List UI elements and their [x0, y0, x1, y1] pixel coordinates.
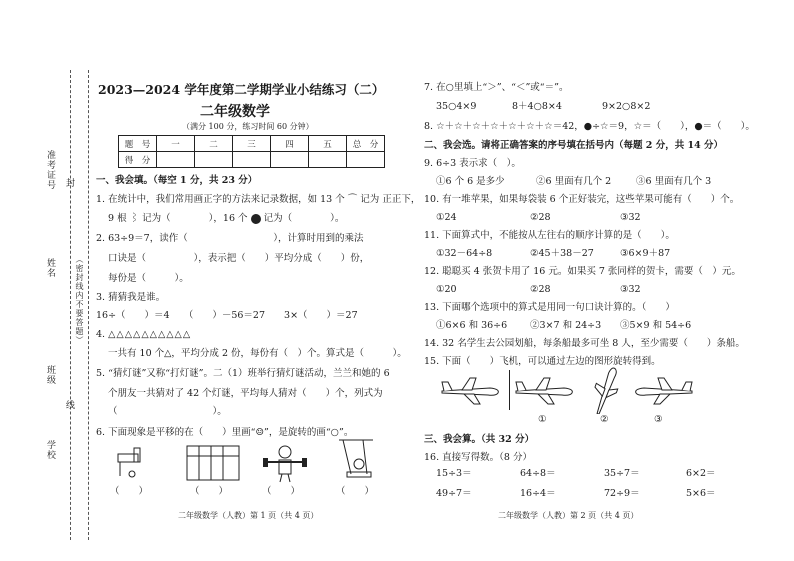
q1-text: 9 根 — [108, 213, 127, 224]
divider-line — [509, 370, 510, 410]
calc-item: 72÷9＝ — [604, 488, 640, 499]
stick-icon: ⌒ — [347, 194, 358, 205]
window-icon — [185, 444, 241, 484]
class-label: 班级 — [45, 365, 55, 385]
q16-heading: 16. 直接写得数。（8 分） — [424, 452, 532, 463]
q12-option[interactable]: ①20 — [436, 284, 457, 295]
q2-line-b: 口诀是（ ），表示把（ ）平均分成（ ）份， — [108, 253, 370, 264]
q6-blank[interactable]: （ ） — [336, 486, 375, 497]
line-label: 线 — [64, 400, 74, 410]
section-3-heading: 三、我会算。（共 32 分） — [424, 434, 535, 445]
q1-text: 记为（ ），16 个 — [142, 213, 248, 224]
q4-number: 4. — [96, 329, 106, 340]
q5-line-b: 个朋友一共猜对了 42 个灯谜，平均每人猜对（ ）个，列式为 — [108, 388, 383, 399]
seal-label: 封 — [64, 178, 74, 188]
q7-heading: 7. 在○里填上“＞”、“＜”或“＝”。 — [424, 82, 569, 93]
q3-heading: 3. 猜猜我是谁。 — [96, 292, 166, 303]
left-footer: 二年级数学（人教）第 1 页（共 4 页） — [178, 511, 319, 520]
q11-option[interactable]: ②45＋38－27 — [530, 248, 594, 259]
q2-line-a: 2. 63÷9＝7，读作（ ），计算时用到的乘法 — [96, 233, 364, 244]
score-cell: 五 — [309, 136, 347, 152]
q1-text: 正正下， — [382, 194, 421, 205]
q11-option[interactable]: ①32－64÷8 — [436, 248, 493, 259]
q10-line: 10. 有一堆苹果，如果每袋装 6 个正好装完，这些苹果可能有（ ）个。 — [424, 194, 740, 205]
admission-number-label: 准考证号 — [45, 150, 55, 190]
q1-line-a — [96, 194, 420, 206]
q15-line: 15. 下面（ ）飞机，可以通过左边的图形旋转得到。 — [424, 356, 661, 367]
score-cell: 得 分 — [119, 152, 157, 168]
score-cell[interactable] — [195, 152, 233, 168]
q2-line-c: 每份是（ ）。 — [108, 273, 189, 284]
subject-title: 二年级数学 — [200, 104, 270, 120]
airplane-icon — [514, 376, 576, 406]
q12-option[interactable]: ②28 — [530, 284, 551, 295]
q10-option[interactable]: ③32 — [620, 212, 641, 223]
exam-note: （满分 100 分，练习时间 60 分钟） — [182, 122, 314, 131]
score-cell[interactable] — [347, 152, 385, 168]
section-1-heading: 一、我会填。（每空 1 分，共 23 分） — [96, 175, 258, 186]
q13-line: 13. 下面哪个选项中的算式是用同一句口诀计算的。（ ） — [424, 302, 675, 313]
q4-line-a — [96, 329, 191, 341]
score-cell: 二 — [195, 136, 233, 152]
score-cell[interactable] — [271, 152, 309, 168]
q10-option[interactable]: ②28 — [530, 212, 551, 223]
swing-icon — [333, 438, 379, 486]
exam-title: 2023—2024 学年度第二学期学业小结练习（二） — [98, 82, 385, 97]
q15-option[interactable]: ① — [538, 414, 547, 425]
score-cell[interactable] — [157, 152, 195, 168]
q6-blank[interactable]: （ ） — [190, 486, 229, 497]
calc-item: 64÷8＝ — [520, 468, 556, 479]
score-cell[interactable] — [309, 152, 347, 168]
q13-option[interactable]: ②3×7 和 24÷3 — [530, 320, 602, 331]
q9-option[interactable]: ②6 里面有几个 2 — [536, 176, 612, 187]
q12-line: 12. 聪聪买 4 张贺卡用了 16 元。如果买 7 张同样的贺卡，需要（ ）元。 — [424, 266, 741, 277]
calc-item: 15÷3＝ — [436, 468, 472, 479]
q10-option[interactable]: ①24 — [436, 212, 457, 223]
q9-line: 9. 6÷3 表示求（ ）。 — [424, 158, 521, 169]
weightlifter-icon — [262, 442, 308, 484]
binding-line-outer — [70, 70, 71, 540]
q3-equations: 16÷（ ）＝4 （ ）－56＝27 3×（ ）＝27 — [96, 310, 358, 321]
q9-option[interactable]: ③6 里面有几个 3 — [636, 176, 712, 187]
airplane-rotated-icon — [586, 364, 626, 414]
q6-heading: 6. 下面现象是平移的在（ ）里画“☺”，是旋转的画“○”。 — [96, 427, 354, 438]
calc-item: 35÷7＝ — [604, 468, 640, 479]
name-label: 姓名 — [45, 258, 55, 278]
score-cell: 三 — [233, 136, 271, 152]
q13-option[interactable]: ①6×6 和 36÷6 — [436, 320, 508, 331]
q11-option[interactable]: ③6×9＋87 — [620, 248, 671, 259]
q5-line-c: （ ）。 — [108, 406, 227, 417]
triangle-icons: △△△△△△△△△△ — [108, 329, 192, 340]
q8-line: 8. ☆＋☆＋☆＋☆＋☆＋☆＋☆＝42，●÷☆＝9，☆＝（ ），●＝（ ）。 — [424, 121, 755, 132]
q13-option[interactable]: ③5×9 和 54÷6 — [620, 320, 692, 331]
q7-item: 8＋4○8×4 — [512, 101, 562, 112]
score-cell: 一 — [157, 136, 195, 152]
score-row-values — [119, 152, 385, 168]
q1-text: 记为（ ）。 — [263, 213, 345, 224]
score-table — [118, 135, 385, 168]
calc-item: 49÷7＝ — [436, 488, 472, 499]
right-footer: 二年级数学（人教）第 2 页（共 4 页） — [498, 511, 639, 520]
q12-option[interactable]: ③32 — [620, 284, 641, 295]
airplane-icon — [440, 376, 502, 406]
q5-line-a: 5. “猜灯谜”又称“打灯谜”。二（1）班举行猜灯谜活动，兰兰和她的 6 — [96, 368, 390, 379]
airplane-icon — [632, 376, 694, 406]
q15-option[interactable]: ③ — [654, 414, 663, 425]
q7-item: 9×2○8×2 — [602, 101, 651, 112]
q15-option[interactable]: ② — [600, 414, 609, 425]
q6-blank[interactable]: （ ） — [110, 486, 149, 497]
score-cell[interactable] — [233, 152, 271, 168]
q1-text: 1. 在统计中，我们常用画正字的方法来记录数据，如 13 个 — [96, 194, 345, 205]
score-cell: 总 分 — [347, 136, 385, 152]
q4-line-b: 一共有 10 个△，平均分成 2 份，每份有（ ）个。算式是（ ）。 — [108, 348, 407, 359]
no-answer-warning: （密封线内不要答题） — [75, 255, 84, 345]
score-cell: 题 号 — [119, 136, 157, 152]
score-cell: 四 — [271, 136, 309, 152]
q6-blank[interactable]: （ ） — [262, 486, 301, 497]
q1-line-b — [108, 213, 344, 225]
calc-item: 5×6＝ — [686, 488, 716, 499]
q14-line: 14. 32 名学生去公园划船，每条船最多可坐 8 人，至少需要（ ）条船。 — [424, 338, 745, 349]
feather-icon: ⌇ — [129, 213, 140, 224]
q7-item: 35○4×9 — [436, 101, 477, 112]
score-row-header — [119, 136, 385, 152]
apple-icon — [251, 214, 261, 224]
calc-item: 16÷4＝ — [520, 488, 556, 499]
section-2-heading: 二、我会选。请将正确答案的序号填在括号内（每题 2 分，共 14 分） — [424, 140, 724, 151]
calc-item: 6×2＝ — [686, 468, 716, 479]
q11-line: 11. 下面算式中，不能按从左往右的顺序计算的是（ ）。 — [424, 230, 675, 241]
school-label: 学校 — [45, 440, 55, 460]
faucet-icon — [112, 444, 152, 484]
q9-option[interactable]: ①6 个 6 是多少 — [436, 176, 505, 187]
q1-text: 记为 — [360, 194, 380, 205]
binding-line — [88, 70, 89, 540]
